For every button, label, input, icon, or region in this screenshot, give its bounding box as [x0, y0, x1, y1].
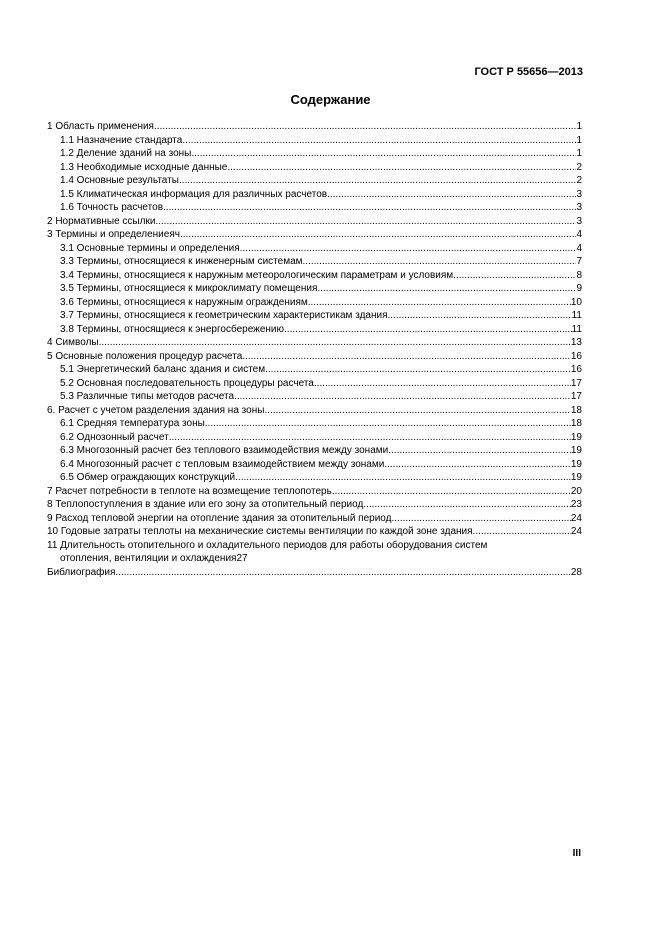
- toc-leader-dots: [169, 431, 571, 445]
- toc-leader-dots: [240, 242, 577, 256]
- toc-leader-dots: [308, 296, 571, 310]
- toc-leader-dots: [154, 120, 576, 134]
- page-number: III: [572, 848, 581, 859]
- toc-entry-page: 10: [570, 296, 582, 308]
- toc-entry-page: 8: [576, 269, 582, 281]
- toc-entry[interactable]: [47, 309, 582, 323]
- toc-entry-text: 3.7 Термины, относящиеся к геометрическим характеристикам здания: [60, 310, 388, 321]
- toc-entry[interactable]: [47, 336, 582, 350]
- toc-entry[interactable]: [47, 120, 582, 134]
- toc-leader-dots: [227, 161, 576, 175]
- toc-entry[interactable]: [47, 512, 582, 526]
- toc-entry-text: 3.8 Термины, относящиеся к энергосбережению: [60, 323, 285, 335]
- toc-entry-text: 1.3 Необходимые исходные данные: [60, 161, 228, 173]
- toc-leader-dots: [99, 336, 571, 350]
- toc-leader-dots: [284, 323, 572, 337]
- toc-entry-text: 8 Теплопоступления в здание или его зону за отопительный период: [47, 499, 364, 510]
- toc-entry-page: 11: [571, 310, 582, 321]
- toc-entry[interactable]: [47, 404, 582, 418]
- toc-entry-page: 23: [570, 499, 582, 510]
- toc-entry[interactable]: [47, 215, 582, 229]
- toc-entry[interactable]: [47, 539, 582, 566]
- toc-entry[interactable]: [47, 471, 582, 485]
- toc-entry-page: 20: [570, 485, 582, 497]
- toc-leader-dots: [388, 444, 571, 458]
- toc-leader-dots: [115, 566, 570, 580]
- toc-entry[interactable]: [47, 228, 582, 242]
- toc-entry-text: 7 Расчет потребности в теплоте на возмещение теплопотерь: [47, 485, 332, 497]
- toc-leader-dots: [303, 255, 577, 269]
- toc-entry[interactable]: [47, 269, 582, 283]
- toc-entry-text: 3.5 Термины, относящиеся к микроклимату помещения: [60, 283, 318, 294]
- toc-leader-dots: [453, 269, 576, 283]
- toc-entry-text: 5.2 Основная последовательность процедуры расчета: [60, 377, 314, 389]
- toc-entry-text: 9 Расход тепловой энергии на отопление здания за отопительный период: [47, 512, 392, 524]
- toc-entry-text: 3.3 Термины, относящиеся к инженерным системам: [60, 256, 303, 267]
- toc-entry[interactable]: [47, 525, 582, 539]
- toc-entry-page: 13: [570, 337, 582, 348]
- toc-entry-page: 19: [570, 458, 582, 470]
- document-code: ГОСТ Р 55656—2013: [474, 66, 583, 78]
- toc-entry-text: 1.1 Назначение стандарта: [60, 134, 183, 146]
- toc-entry[interactable]: [47, 161, 582, 175]
- toc-entry-page: 19: [570, 445, 582, 456]
- toc-entry[interactable]: [47, 431, 582, 445]
- toc-entry[interactable]: [47, 390, 582, 404]
- toc-leader-dots: [183, 228, 577, 242]
- toc-entry-page: 3: [576, 188, 582, 200]
- toc-entry[interactable]: [47, 417, 582, 431]
- toc-leader-dots: [317, 282, 576, 296]
- toc-entry-text: 6.4 Многозонный расчет с тепловым взаимодействием между зонами: [60, 458, 385, 470]
- toc-entry-page: 16: [570, 350, 582, 362]
- toc-entry[interactable]: [47, 201, 582, 215]
- toc-entry-text: 6.1 Средняя температура зоны: [60, 418, 205, 429]
- toc-entry-text: 1.5 Климатическая информация для различных расчетов: [60, 188, 328, 200]
- toc-leader-dots: [332, 485, 571, 499]
- toc-leader-dots: [242, 350, 571, 364]
- toc-leader-dots: [182, 134, 576, 148]
- toc-entry-page: 17: [570, 377, 582, 389]
- toc-leader-dots: [473, 525, 571, 539]
- toc-entry-page: 2: [576, 175, 582, 186]
- toc-entry-page: 1: [576, 121, 582, 132]
- toc-leader-dots: [265, 363, 571, 377]
- toc-entry-page: 27: [236, 553, 248, 564]
- toc-entry[interactable]: [47, 188, 582, 202]
- toc-entry-page: 18: [570, 404, 582, 416]
- toc-entry-page: 1: [576, 148, 582, 159]
- toc-entry-page: 19: [570, 431, 582, 443]
- toc-leader-dots: [388, 309, 572, 323]
- toc-title: Содержание: [290, 92, 371, 107]
- toc-entry-text: 3 Термины и определениеяч.: [47, 229, 183, 240]
- toc-entry[interactable]: [47, 323, 582, 337]
- toc-entry[interactable]: [47, 282, 582, 296]
- toc-entry-page: 3: [576, 202, 582, 213]
- toc-entry[interactable]: [47, 458, 582, 472]
- toc-entry-page: 4: [576, 242, 582, 254]
- toc-entry[interactable]: [47, 350, 582, 364]
- toc-entry-page: 1: [576, 134, 582, 146]
- toc-entry[interactable]: [47, 498, 582, 512]
- toc-entry-text: 5.3 Различные типы методов расчета: [60, 391, 235, 402]
- toc-leader-dots: [205, 417, 571, 431]
- toc-entry-text: 1.6 Точность расчетов: [60, 202, 164, 213]
- toc-entry-text: отопления, вентиляции и охлаждения: [60, 553, 237, 564]
- toc-entry[interactable]: [47, 485, 582, 499]
- toc-entry-text: 5.1 Энергетический баланс здания и систем: [60, 364, 266, 375]
- toc-entry-text: 1 Область применения: [47, 121, 154, 132]
- toc-entry-text: 5 Основные положения процедур расчета: [47, 350, 243, 362]
- toc-entry[interactable]: [47, 363, 582, 377]
- toc-entry-page: 11: [571, 323, 582, 335]
- toc-entry-page: 18: [570, 418, 582, 429]
- toc-entry-page: 3: [576, 215, 582, 227]
- toc-entry[interactable]: [47, 377, 582, 391]
- toc-entry-bibliography[interactable]: [47, 566, 582, 580]
- toc-leader-dots: [191, 147, 576, 161]
- toc-entry[interactable]: [47, 242, 582, 256]
- toc-leader-dots: [163, 201, 576, 215]
- toc-entry-page: 9: [576, 283, 582, 294]
- toc-entry-page: 28: [570, 566, 582, 578]
- toc-entry-text: 1.2 Деление зданий на зоны: [60, 148, 192, 159]
- toc-leader-dots: [264, 404, 570, 418]
- toc-entry-text: 3.4 Термины, относящиеся к наружным метеорологическим параметрам и условиям: [60, 269, 454, 281]
- toc-entry-text: 3.6 Термины, относящиеся к наружным ограждениям: [60, 296, 308, 308]
- toc-leader-dots: [235, 471, 571, 485]
- toc-entry[interactable]: [47, 296, 582, 310]
- toc-entry-text: 1.4 Основные результаты: [60, 175, 179, 186]
- toc-entry-page: 24: [570, 526, 582, 537]
- toc-entry-page: 7: [576, 256, 582, 267]
- toc-entry[interactable]: [47, 444, 582, 458]
- toc-entry-page: 2: [576, 161, 582, 173]
- table-of-contents: [47, 120, 582, 579]
- toc-entry-text: 11 Длительность отопительного и охладительного периодов для работы оборудования систем: [47, 539, 488, 551]
- toc-entry-page: 24: [570, 512, 582, 524]
- toc-leader-dots: [155, 215, 576, 229]
- toc-entry[interactable]: [47, 134, 582, 148]
- toc-entry-text: 6.2 Однозонный расчет: [60, 431, 169, 443]
- toc-leader-dots: [327, 188, 576, 202]
- toc-entry-text: 6. Расчет с учетом разделения здания на зоны: [47, 404, 265, 416]
- toc-entry-page: 16: [570, 364, 582, 375]
- toc-entry-page: 17: [570, 391, 582, 402]
- toc-leader-dots: [234, 390, 571, 404]
- toc-entry-text: 3.1 Основные термины и определения: [60, 242, 240, 254]
- toc-entry[interactable]: [47, 147, 582, 161]
- toc-leader-dots: [384, 458, 571, 472]
- toc-entry-page: 4: [576, 229, 582, 240]
- toc-leader-dots: [363, 498, 571, 512]
- toc-entry-page: 19: [570, 472, 582, 483]
- toc-entry-text: 6.5 Обмер ограждающих конструкций: [60, 472, 236, 483]
- toc-entry-text: Библиография: [47, 566, 116, 578]
- toc-leader-dots: [314, 377, 571, 391]
- toc-entry-text: 2 Нормативные ссылки: [47, 215, 156, 227]
- toc-entry[interactable]: [47, 174, 582, 188]
- toc-entry-text: 10 Годовые затраты теплоты на механические системы вентиляции по каждой зоне здания: [47, 526, 473, 537]
- toc-leader-dots: [179, 174, 577, 188]
- toc-entry[interactable]: [47, 255, 582, 269]
- toc-leader-dots: [391, 512, 570, 526]
- toc-entry-text: 4 Символы: [47, 337, 99, 348]
- toc-entry-text: 6.3 Многозонный расчет без теплового взаимодействия между зонами: [60, 445, 389, 456]
